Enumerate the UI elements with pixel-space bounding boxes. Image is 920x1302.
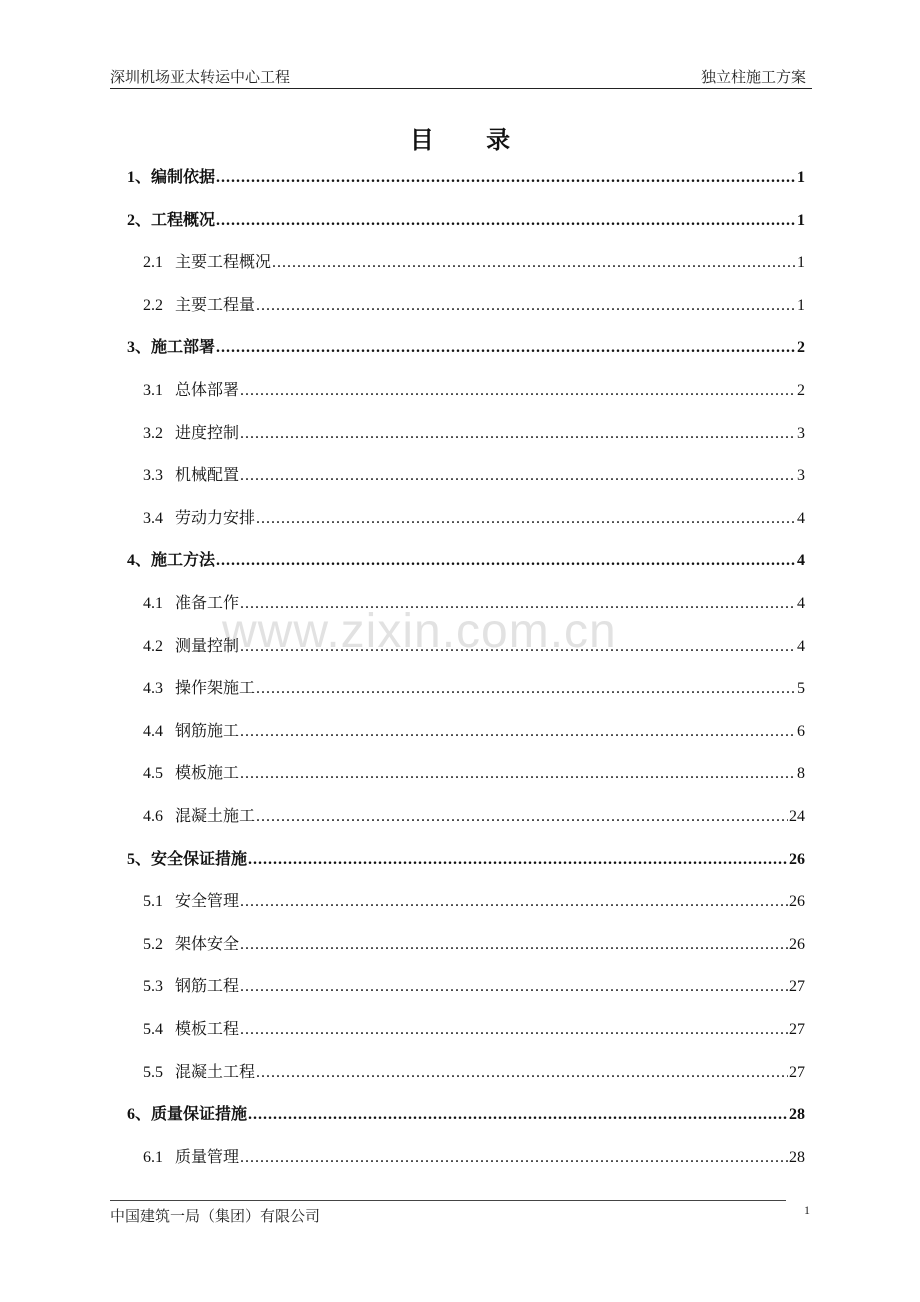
toc-entry-label: 操作架施工	[175, 678, 256, 698]
toc-entry-page: 24	[789, 808, 805, 825]
toc-entry-number: 1、	[127, 169, 152, 186]
toc-entry-label: 质量保证措施	[151, 1104, 248, 1124]
toc-entry-label: 安全保证措施	[151, 848, 248, 868]
toc-entry[interactable]	[127, 547, 805, 575]
toc-entry[interactable]	[143, 420, 805, 448]
toc-dot-leader	[272, 254, 796, 272]
toc-entry-number: 3、	[127, 339, 152, 357]
toc-entry-number: 6、	[127, 1106, 152, 1124]
toc-dot-leader	[216, 169, 796, 187]
toc-entry-number: 3.2	[143, 424, 163, 442]
toc-dot-leader	[240, 1021, 788, 1039]
toc-dot-leader	[240, 1149, 788, 1167]
watermark: www.zixin.com.cn	[222, 605, 617, 658]
toc-entry-label: 钢筋施工	[175, 720, 240, 740]
toc-dot-leader	[240, 595, 796, 613]
page-number: 1	[804, 1203, 810, 1217]
toc-entry-page: 5	[797, 680, 805, 698]
toc-dot-leader	[256, 680, 796, 698]
toc-entry-page: 6	[797, 722, 805, 740]
toc-entry-label: 混凝土施工	[175, 806, 256, 825]
toc-dot-leader	[240, 382, 796, 400]
toc-entry-label: 模板施工	[175, 763, 240, 783]
footer-divider	[110, 1200, 786, 1201]
toc-entry-page: 1	[797, 211, 805, 229]
toc-dot-leader	[256, 808, 788, 826]
toc-entry[interactable]	[127, 846, 805, 874]
toc-dot-leader	[256, 510, 796, 528]
toc-entry-number: 5.3	[143, 978, 163, 996]
toc-entry[interactable]	[143, 931, 805, 959]
toc-entry-number: 5.4	[143, 1021, 163, 1038]
toc-dot-leader	[240, 936, 788, 954]
toc-entry-number: 5.1	[143, 893, 163, 911]
footer-company-name: 中国建筑一局（集团）有限公司	[110, 1207, 321, 1225]
toc-entry-page: 8	[797, 765, 805, 783]
toc-entry-page: 4	[797, 509, 805, 527]
toc-entry-number: 2.2	[143, 296, 163, 314]
toc-entry-label: 模板工程	[175, 1019, 240, 1038]
toc-title: 目 录	[409, 126, 533, 154]
header-document-title: 独立柱施工方案	[700, 68, 806, 86]
toc-entry[interactable]	[143, 760, 805, 788]
toc-entry[interactable]	[127, 334, 805, 362]
toc-entry-label: 测量控制	[175, 635, 240, 655]
toc-entry-page: 3	[797, 467, 805, 485]
toc-entry-label: 安全管理	[175, 891, 240, 911]
toc-entry-page: 26	[789, 850, 805, 868]
toc-entry-page: 26	[789, 893, 805, 911]
toc-entry[interactable]	[127, 164, 805, 192]
toc-entry-page: 28	[789, 1106, 805, 1124]
toc-dot-leader	[240, 723, 796, 741]
toc-entry[interactable]	[143, 1016, 805, 1044]
toc-entry-label: 架体安全	[175, 933, 240, 953]
toc-entry-number: 4.6	[143, 808, 163, 825]
toc-entry-number: 4.2	[143, 637, 163, 655]
toc-entry-number: 3.1	[143, 382, 163, 399]
toc-entry[interactable]	[143, 292, 805, 320]
toc-dot-leader	[240, 425, 796, 443]
toc-entry[interactable]	[143, 973, 805, 1001]
toc-entry[interactable]	[143, 249, 805, 277]
toc-entry[interactable]	[143, 1144, 805, 1172]
toc-dot-leader	[240, 765, 796, 783]
toc-entry-number: 6.1	[143, 1148, 163, 1166]
toc-entry[interactable]	[143, 633, 805, 661]
toc-dot-leader	[248, 851, 788, 869]
toc-entry-label: 混凝土工程	[175, 1061, 256, 1081]
toc-entry-label: 质量管理	[175, 1146, 240, 1166]
toc-entry-page: 3	[797, 424, 805, 442]
toc-entry-label: 进度控制	[175, 422, 240, 442]
toc-entry-number: 4、	[127, 552, 152, 570]
toc-entry-label: 准备工作	[175, 593, 240, 612]
toc-entry-page: 2	[797, 382, 805, 399]
toc-dot-leader	[240, 978, 788, 996]
toc-entry[interactable]	[143, 505, 805, 533]
toc-entry[interactable]	[143, 462, 805, 490]
toc-dot-leader	[256, 1064, 788, 1082]
toc-entry[interactable]	[127, 207, 805, 235]
toc-entry[interactable]	[143, 377, 805, 405]
toc-entry[interactable]	[143, 888, 805, 916]
toc-entry-label: 钢筋工程	[175, 976, 240, 996]
toc-entry-page: 27	[789, 978, 805, 996]
toc-entry-page: 4	[797, 595, 805, 612]
toc-dot-leader	[240, 467, 796, 485]
toc-entry[interactable]	[143, 1059, 805, 1087]
toc-entry-label: 施工部署	[151, 337, 216, 357]
toc-entry-number: 4.4	[143, 722, 163, 740]
toc-entry-number: 5.5	[143, 1063, 163, 1081]
toc-dot-leader	[240, 893, 788, 911]
toc-entry-number: 3.3	[143, 467, 163, 485]
toc-entry-label: 编制依据	[151, 167, 216, 186]
toc-dot-leader	[216, 552, 796, 570]
toc-entry-page: 27	[789, 1021, 805, 1038]
toc-entry-page: 1	[797, 254, 805, 272]
toc-entry-page: 28	[789, 1148, 805, 1166]
toc-entry-label: 施工方法	[151, 550, 216, 570]
toc-entry-page: 2	[797, 339, 805, 357]
toc-dot-leader	[240, 638, 796, 656]
toc-entry-number: 4.1	[143, 595, 163, 612]
toc-entry[interactable]	[127, 1101, 805, 1129]
toc-entry-number: 3.4	[143, 509, 163, 527]
toc-entry-page: 4	[797, 552, 805, 570]
toc-entry[interactable]	[143, 803, 805, 831]
toc-entry-page: 26	[789, 935, 805, 953]
toc-entry-number: 5、	[127, 850, 152, 868]
toc-entry-number: 4.3	[143, 680, 163, 698]
toc-dot-leader	[216, 212, 796, 230]
toc-entry-label: 工程概况	[151, 209, 216, 229]
toc-entry-label: 劳动力安排	[175, 507, 256, 527]
toc-entry-label: 主要工程量	[175, 294, 256, 314]
toc-dot-leader	[248, 1106, 788, 1124]
toc-entry[interactable]	[143, 718, 805, 746]
toc-entry-label: 主要工程概况	[175, 252, 272, 272]
header-project-name: 深圳机场亚太转运中心工程	[110, 68, 291, 86]
toc-entry-page: 1	[797, 296, 805, 314]
toc-entry-label: 机械配置	[175, 465, 240, 485]
page-header	[110, 64, 812, 89]
toc-entry-number: 2.1	[143, 254, 163, 272]
toc-entry-page: 27	[789, 1063, 805, 1081]
toc-entry-number: 4.5	[143, 765, 163, 783]
toc-entry-page: 1	[797, 169, 805, 186]
toc-entry[interactable]	[143, 590, 805, 618]
toc-entry-page: 4	[797, 637, 805, 655]
toc-entry-number: 2、	[127, 211, 152, 229]
toc-entry-label: 总体部署	[175, 380, 240, 399]
toc-dot-leader	[256, 297, 796, 315]
toc-entry[interactable]	[143, 675, 805, 703]
toc-dot-leader	[216, 339, 796, 357]
toc-entry-number: 5.2	[143, 935, 163, 953]
